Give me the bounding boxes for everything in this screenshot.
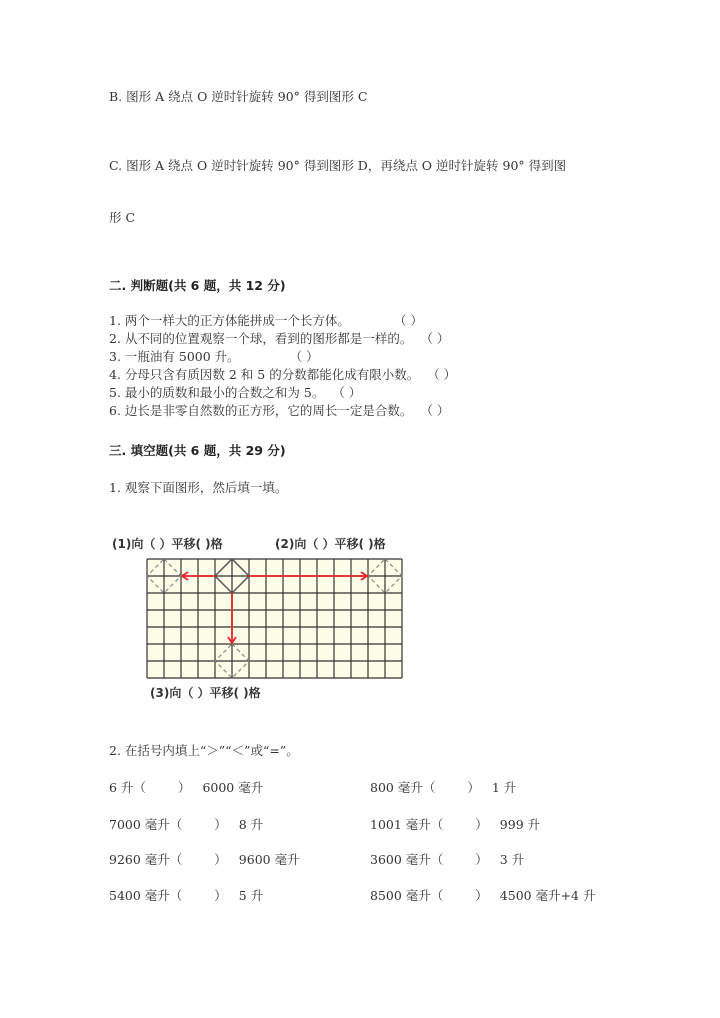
translation-grid-figure xyxy=(146,558,403,683)
judge-item-6 xyxy=(109,403,449,419)
judge-item-5 xyxy=(109,385,361,401)
compare-lhs: 1001 毫升（ xyxy=(370,817,444,832)
option-c-line1: C. 图形 A 绕点 O 逆时针旋转 90° 得到图形 D，再绕点 O 逆时针旋转 90° 得到图 xyxy=(109,158,567,173)
judge-text: 6. 边长是非零自然数的正方形，它的周长一定是合数。 xyxy=(109,403,413,418)
figure-label-2: (2)向（ ）平移( )格 xyxy=(275,537,386,551)
compare-lhs: 9260 毫升（ xyxy=(109,852,183,867)
answer-blank[interactable]: （ ） xyxy=(393,313,423,328)
compare-rhs: 3 升 xyxy=(499,852,525,867)
answer-blank[interactable]: （ ） xyxy=(289,349,319,364)
option-b: B. 图形 A 绕点 O 逆时针旋转 90° 得到图形 C xyxy=(109,89,368,104)
compare-right-3 xyxy=(370,852,524,868)
compare-rhs: 8 升 xyxy=(238,817,264,832)
judge-text: 2. 从不同的位置观察一个球，看到的图形都是一样的。 xyxy=(109,331,413,346)
answer-blank[interactable]: （ ） xyxy=(420,331,450,346)
compare-lhs: 8500 毫升（ xyxy=(370,888,444,903)
compare-lhs: 7000 毫升（ xyxy=(109,817,183,832)
compare-close: ） xyxy=(475,888,488,903)
judge-text: 3. 一瓶油有 5000 升。 xyxy=(109,349,240,364)
compare-right-1 xyxy=(370,780,516,796)
compare-rhs: 5 升 xyxy=(238,888,264,903)
grid-diagram xyxy=(146,558,403,679)
compare-right-2 xyxy=(370,817,540,833)
compare-left-4 xyxy=(109,888,263,904)
judge-text: 1. 两个一样大的正方体能拼成一个长方体。 xyxy=(109,313,350,328)
answer-blank[interactable]: （ ） xyxy=(427,367,457,382)
q2-prompt: 2. 在括号内填上“＞”“＜”或“=”。 xyxy=(109,743,299,758)
compare-lhs: 5400 毫升（ xyxy=(109,888,183,903)
compare-right-4 xyxy=(370,888,595,904)
judge-item-3 xyxy=(109,349,319,365)
section3-title: 三. 填空题(共 6 题，共 29 分) xyxy=(109,443,286,458)
compare-left-1 xyxy=(109,780,263,796)
compare-close: ） xyxy=(214,852,227,867)
judge-item-1 xyxy=(109,313,423,329)
figure-label-3: (3)向（ ）平移( )格 xyxy=(150,686,261,700)
compare-close: ） xyxy=(475,817,488,832)
section2-title: 二. 判断题(共 6 题，共 12 分) xyxy=(109,278,286,293)
compare-close: ） xyxy=(177,780,191,795)
compare-lhs: 6 升（ xyxy=(109,780,146,795)
option-c-line2: 形 C xyxy=(109,210,136,225)
judge-text: 4. 分母只含有质因数 2 和 5 的分数都能化成有限小数。 xyxy=(109,367,420,382)
q1-prompt: 1. 观察下面图形，然后填一填。 xyxy=(109,480,288,495)
compare-lhs: 800 毫升（ xyxy=(370,780,436,795)
judge-text: 5. 最小的质数和最小的合数之和为 5。 xyxy=(109,385,325,400)
figure-label-1: (1)向（ ）平移( )格 xyxy=(112,537,223,551)
compare-close: ） xyxy=(475,852,488,867)
compare-left-2 xyxy=(109,817,263,833)
compare-rhs: 9600 毫升 xyxy=(238,852,300,867)
compare-close: ） xyxy=(214,817,227,832)
answer-blank[interactable]: （ ） xyxy=(420,403,450,418)
compare-lhs: 3600 毫升（ xyxy=(370,852,444,867)
answer-blank[interactable]: （ ） xyxy=(332,385,362,400)
compare-close: ） xyxy=(467,780,480,795)
compare-rhs: 4500 毫升+4 升 xyxy=(499,888,596,903)
compare-left-3 xyxy=(109,852,300,868)
compare-rhs: 6000 毫升 xyxy=(202,780,264,795)
compare-rhs: 999 升 xyxy=(499,817,541,832)
compare-rhs: 1 升 xyxy=(491,780,517,795)
judge-item-4 xyxy=(109,367,456,383)
judge-item-2 xyxy=(109,331,449,347)
compare-close: ） xyxy=(214,888,227,903)
